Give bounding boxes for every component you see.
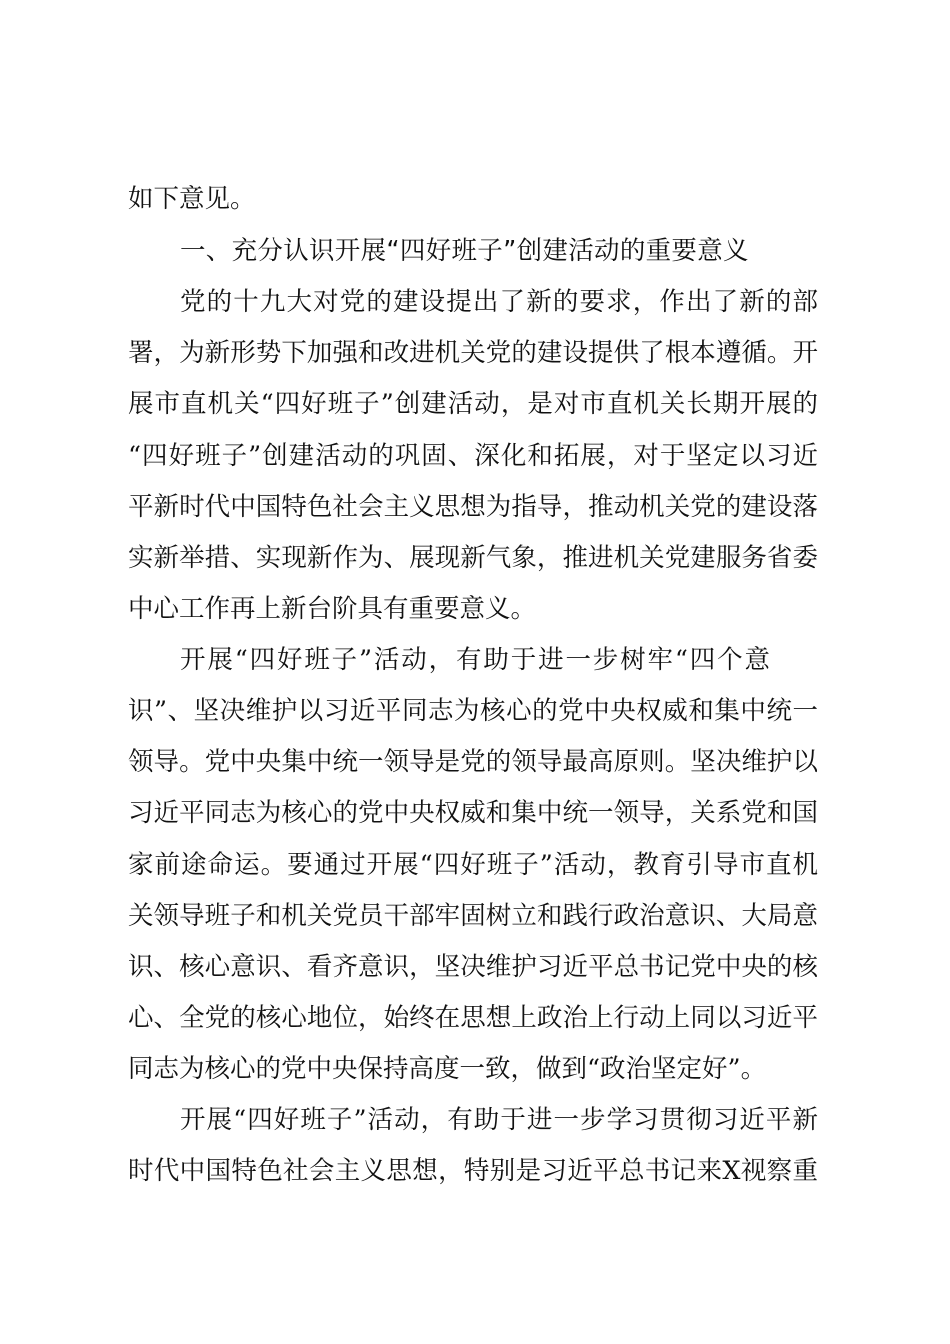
paragraph-line: 习近平同志为核心的党中央权威和集中统一领导，关系党和国 bbox=[128, 798, 818, 828]
paragraph-line: 识、核心意识、看齐意识，坚决维护习近平总书记党中央的核 bbox=[128, 952, 818, 982]
paragraph-line: 家前途命运。要通过开展“四好班子”活动，教育引导市直机 bbox=[128, 850, 818, 880]
paragraph-line: 展市直机关“四好班子”创建活动，是对市直机关长期开展的 bbox=[128, 389, 818, 419]
paragraph-line: 党的十九大对党的建设提出了新的要求，作出了新的部 bbox=[180, 287, 818, 317]
paragraph-line: 心、全党的核心地位，始终在思想上政治上行动上同以习近平 bbox=[128, 1003, 818, 1033]
paragraph-line: 识”、坚决维护以习近平同志为核心的党中央权威和集中统一 bbox=[128, 696, 818, 726]
paragraph-line: 平新时代中国特色社会主义思想为指导，推动机关党的建设落 bbox=[128, 492, 818, 522]
paragraph-line: “四好班子”创建活动的巩固、深化和拓展，对于坚定以习近 bbox=[128, 441, 818, 471]
paragraph-line: 关领导班子和机关党员干部牢固树立和践行政治意识、大局意 bbox=[128, 901, 818, 931]
paragraph-line: 同志为核心的党中央保持高度一致，做到“政治坚定好”。 bbox=[128, 1054, 767, 1084]
paragraph-line: 时代中国特色社会主义思想，特别是习近平总书记来X视察重 bbox=[128, 1156, 818, 1186]
section-heading: 一、充分认识开展“四好班子”创建活动的重要意义 bbox=[180, 236, 749, 266]
paragraph-line: 领导。党中央集中统一领导是党的领导最高原则。坚决维护以 bbox=[128, 747, 818, 777]
paragraph-line: 开展“四好班子”活动，有助于进一步树牢“四个意 bbox=[180, 645, 770, 675]
paragraph-line: 署，为新形势下加强和改进机关党的建设提供了根本遵循。开 bbox=[128, 338, 818, 368]
paragraph-line: 实新举措、实现新作为、展现新气象，推进机关党建服务省委 bbox=[128, 543, 818, 573]
paragraph-line: 开展“四好班子”活动，有助于进一步学习贯彻习近平新 bbox=[180, 1105, 818, 1135]
paragraph-line: 中心工作再上新台阶具有重要意义。 bbox=[128, 594, 537, 624]
paragraph-line: 如下意见。 bbox=[128, 184, 256, 214]
